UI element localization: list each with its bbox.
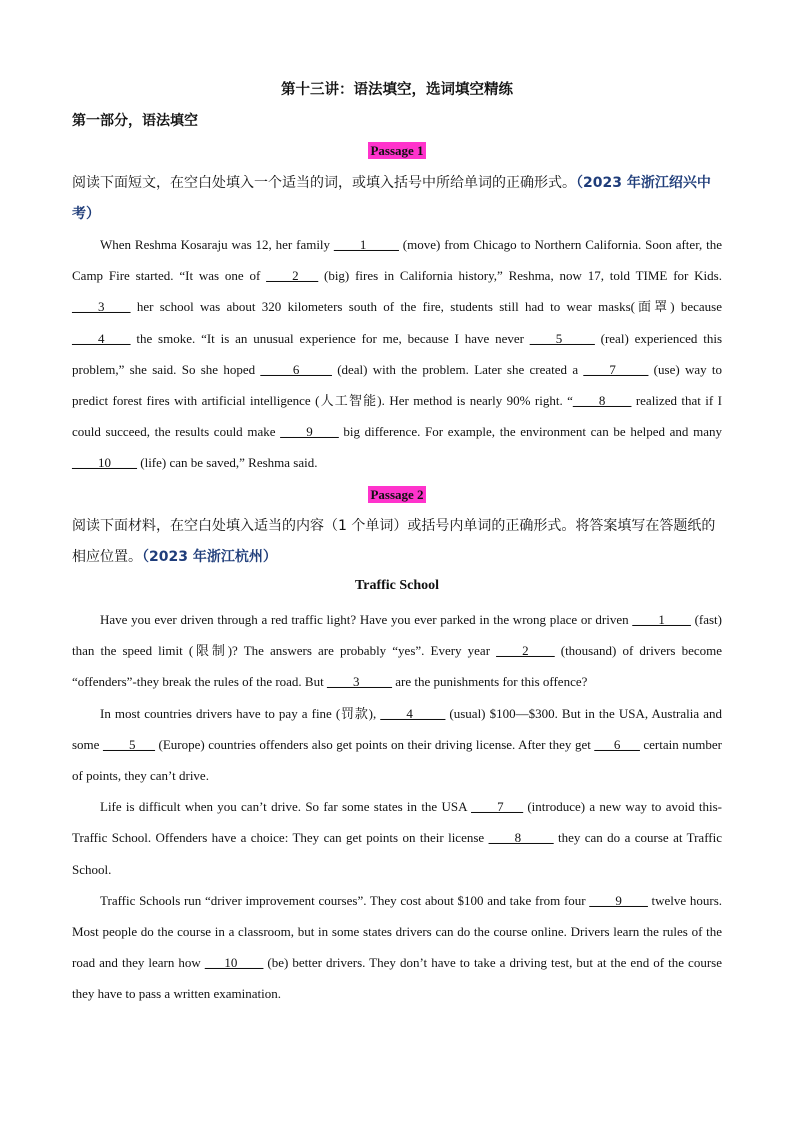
passage-2-paragraph-2: In most countries drivers have to pay a fine (罚款), ____4_____ (usual) $100—$300. But in the USA, Australia and some ____5___ (Europe) countries offenders also get points on their driving license. After they get ___6___ certain number of points, they can’t drive. <box>72 705 722 784</box>
blank-5: ____5_____ <box>529 330 595 346</box>
blank-1: ____1____ <box>632 612 691 627</box>
story-title: Traffic School <box>354 578 440 593</box>
passage-1-paragraph: When Reshma Kosaraju was 12, her family ____1_____ (move) from Chicago to Northern California. Soon after, the Camp Fire started. “It was one of ____2___ (big) fires in California history,” Reshma, now 17, told TIME for Kids. ____3____ her school was about 320 kilometers south of the fire, students still had to wear masks(面罩) because ____4____ the smoke. “It is an unusual experience for me, because I have never ____5_____ (real) experienced this problem,” she said. So she hoped _____6_____ (deal) with the problem. Later she created a ____7_____ (use) way to predict forest fires with artificial intelligence (人工智能). Her method is nearly 90% right. “____8____ realized that if I could succeed, the results could make ____9____ big difference. For example, the environment can be helped and many ____10____ (life) can be saved,” Reshma said. <box>72 237 723 471</box>
blank-7: ____7___ <box>471 799 524 815</box>
blank-10: ___10____ <box>204 955 264 971</box>
passage-1-body <box>72 229 722 479</box>
blank-6: ___6___ <box>594 736 640 752</box>
blank-3: ____3_____ <box>326 674 392 690</box>
passage-1-source: （2023 年浙江绍兴中考） <box>72 175 711 222</box>
passage-2-tag: Passage 2 <box>370 487 424 502</box>
passage-2-paragraph-4: Traffic Schools run “driver improvement courses”. They cost about $100 and take from four ____9____ twelve hours. Most people do the course in a classroom, but in some states drivers can do the course online. Drivers learn the rules of the road and they learn how ___10____ (be) better drivers. They don’t have to take a driving test, but at the end of the course they have to pass a written examination. <box>72 892 722 1002</box>
blank-3: ____3____ <box>72 299 131 315</box>
passage-2-paragraph-1: Have you ever driven through a red traffic light? Have you ever parked in the wrong place or driven ____1____ (fast) than the speed limit (限制)? The answers are probably “yes”. Every year ____2____ (thousand) of drivers become “offenders”-they break the rules of the road. But ____3_____ are the punishments for this offence? <box>72 612 723 690</box>
blank-9: ____9____ <box>589 892 648 908</box>
blank-8: ____8_____ <box>488 830 554 846</box>
blank-7: ____7_____ <box>583 361 649 377</box>
blank-4: ____4_____ <box>380 705 446 721</box>
blank-4: ____4____ <box>72 330 131 346</box>
blank-10: ____10____ <box>72 455 137 471</box>
blank-6: _____6_____ <box>260 361 332 377</box>
passage-2-body <box>72 604 722 1010</box>
blank-8: ____8____ <box>572 393 632 409</box>
blank-2: ____2____ <box>496 643 555 659</box>
passage-2-instruction: 阅读下面材料，在空白处填入适当的内容（1 个单词）或括号内单词的正确形式。将答案填写在答题纸的相应位置。（2023 年浙江杭州） <box>72 518 716 565</box>
passage-2-source: （2023 年浙江杭州） <box>142 549 277 565</box>
section-heading: 第一部分，语法填空 <box>72 113 198 129</box>
blank-5: ____5___ <box>102 736 155 752</box>
blank-1: ____1_____ <box>333 237 399 252</box>
passage-1-tag: Passage 1 <box>370 143 424 158</box>
blank-2: ____2___ <box>266 268 319 284</box>
page-title: 第十三讲：语法填空，选词填空精练 <box>281 82 513 98</box>
passage-1-instruction: 阅读下面短文，在空白处填入一个适当的词，或填入括号中所给单词的正确形式。（2023 年浙江绍兴中考） <box>72 175 711 222</box>
blank-9: ____9____ <box>280 424 339 440</box>
passage-2-paragraph-3: Life is difficult when you can’t drive. So far some states in the USA ____7___ (introduce) a new way to avoid this-Traffic School. Offenders have a choice: They can get points on their license ____8_____ they can do a course at Traffic School. <box>72 799 723 877</box>
